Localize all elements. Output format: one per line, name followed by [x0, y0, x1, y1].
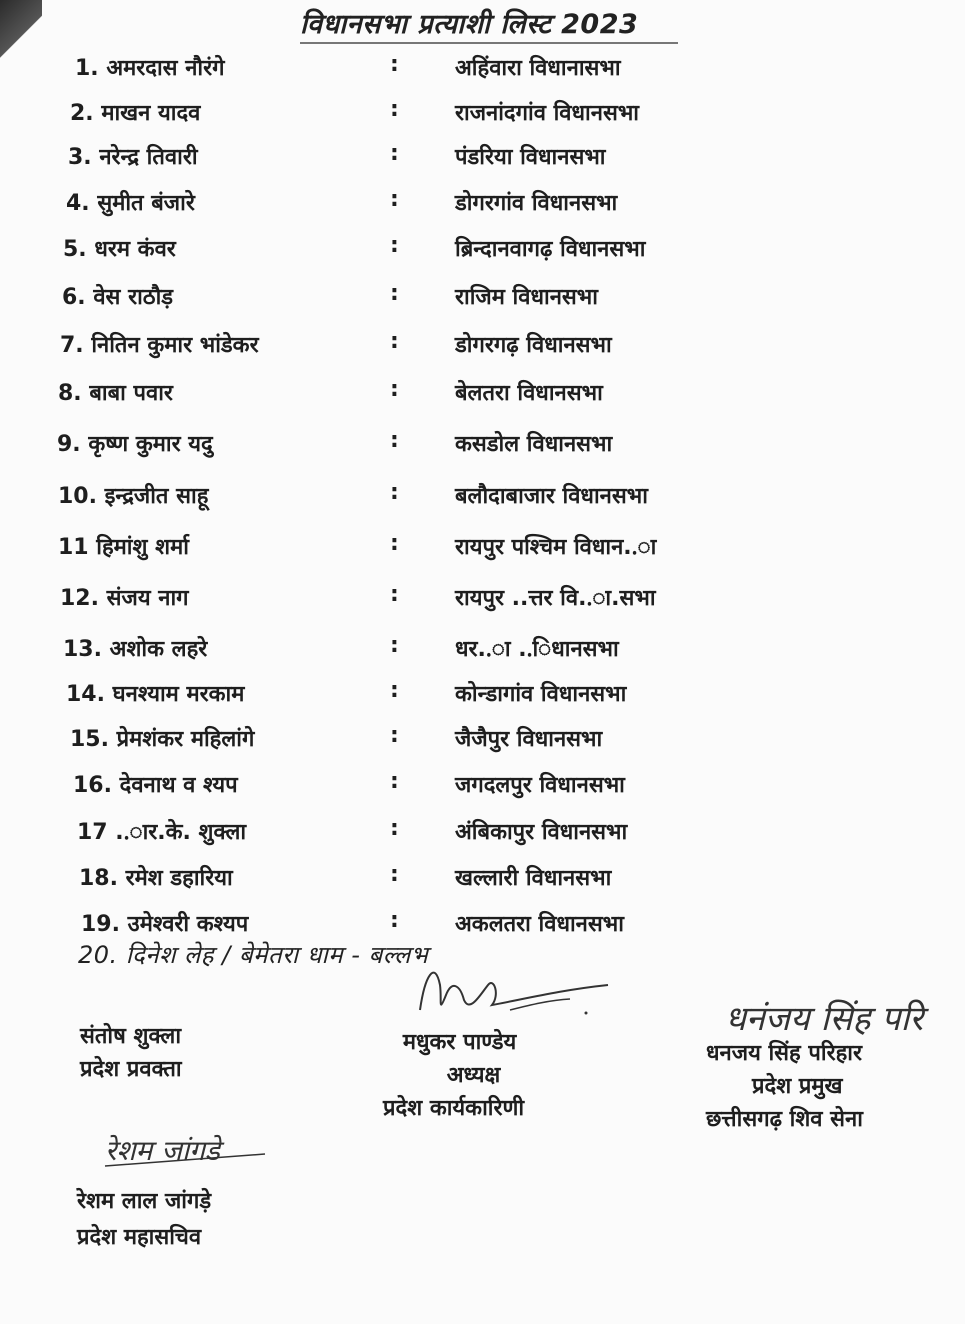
candidate-name: 6. वेस राठौड़ [62, 285, 174, 310]
signatory-right-designation: छत्तीसगढ़ शिव सेना [706, 1107, 863, 1132]
right-signature [725, 985, 960, 1045]
candidate-name: 7. नितिन कुमार भांडेकर [60, 333, 259, 358]
signatory-bottom [77, 1184, 211, 1256]
candidate-row [58, 531, 910, 571]
candidate-row [58, 377, 910, 417]
separator-colon: : [390, 187, 399, 212]
candidate-row [66, 187, 910, 227]
constituency-name: रायपुर पश्चिम विधान..ा [455, 535, 657, 560]
candidate-name: 19. उमेश्वरी कश्यप [81, 912, 249, 937]
separator-colon: : [390, 633, 399, 658]
constituency-name: पंडरिया विधानसभा [455, 145, 606, 170]
signatory-right-name: धनजय सिंह परिहार [706, 1041, 862, 1066]
candidate-name: 11 हिमांशु शर्मा [58, 535, 189, 560]
separator-colon: : [390, 141, 399, 166]
candidate-row [66, 678, 910, 718]
constituency-name: राजिम विधानसभा [455, 285, 598, 310]
candidate-name: 10. इन्द्रजीत साहू [58, 484, 209, 509]
handwritten-entry: 20. दिनेश लेह / बेमेतरा धाम - बल्लभ [78, 941, 429, 969]
candidate-name: 13. अशोक लहरे [63, 637, 208, 662]
separator-colon: : [390, 678, 399, 703]
signatory-left [80, 1020, 182, 1086]
separator-colon: : [390, 769, 399, 794]
candidate-name: 16. देवनाथ व श्यप [73, 773, 238, 798]
candidate-row [60, 582, 910, 622]
candidate-name: 18. रमेश डहारिया [79, 866, 233, 891]
bottom-signature-text: रेशम जांगडे [105, 1134, 220, 1167]
signatory-left-name: संतोष शुक्ला [80, 1024, 182, 1049]
candidate-name: 15. प्रेमशंकर महिलांगे [70, 727, 255, 752]
signatory-left-designation: प्रदेश प्रवक्ता [80, 1057, 182, 1082]
signatory-bottom-designation: प्रदेश महासचिव [77, 1225, 202, 1250]
candidate-name: 9. कृष्ण कुमार यदु [57, 432, 213, 457]
candidate-name: 3. नरेन्द्र तिवारी [68, 145, 198, 170]
constituency-name: अहिंवारा विधानासभा [455, 56, 621, 81]
constituency-name: अंबिकापुर विधानसभा [455, 820, 628, 845]
separator-colon: : [390, 816, 399, 841]
signatory-center-role: अध्यक्ष [446, 1063, 501, 1088]
candidate-row [77, 816, 910, 856]
separator-colon: : [390, 582, 399, 607]
candidate-name: 8. बाबा पवार [58, 381, 173, 406]
constituency-name: रायपुर ..त्तर वि..ा.सभा [455, 586, 656, 611]
separator-colon: : [390, 723, 399, 748]
separator-colon: : [390, 531, 399, 556]
constituency-name: खल्लारी विधानसभा [455, 866, 612, 891]
constituency-name: बलौदाबाजार विधानसभा [455, 484, 648, 509]
signatory-center-name: मधुकर पाण्डेय [402, 1030, 517, 1055]
candidate-row [79, 862, 910, 902]
candidate-name: 17 ..ार.के. शुक्ला [77, 820, 247, 845]
separator-colon: : [390, 428, 399, 453]
separator-colon: : [390, 377, 399, 402]
candidate-row [68, 141, 910, 181]
title-underline [300, 42, 678, 44]
document-title: विधानसभा प्रत्याशी लिस्ट 2023 [300, 9, 639, 40]
constituency-name: ब्रिन्दानवागढ़ विधानसभा [455, 237, 646, 262]
right-signature-text: धनंजय सिंह परि [725, 999, 924, 1039]
separator-colon: : [390, 52, 399, 77]
signatory-bottom-name: रेशम लाल जांगड़े [77, 1189, 212, 1214]
candidate-row [58, 480, 910, 520]
separator-colon: : [390, 233, 399, 258]
separator-colon: : [390, 329, 399, 354]
separator-colon: : [390, 862, 399, 887]
candidate-row [70, 723, 910, 763]
candidate-row [75, 52, 910, 92]
candidate-name: 12. संजय नाग [60, 586, 189, 611]
constituency-name: जगदलपुर विधानसभा [455, 773, 625, 798]
candidate-name: 4. सुमीत बंजारे [66, 191, 195, 216]
bottom-signature [100, 1118, 275, 1178]
constituency-name: कसडोल विधानसभा [455, 432, 613, 457]
constituency-name: डोगरगांव विधानसभा [455, 191, 618, 216]
candidate-name: 5. धरम कंवर [63, 237, 176, 262]
separator-colon: : [390, 97, 399, 122]
candidate-row [63, 633, 910, 673]
constituency-name: बेलतरा विधानसभा [455, 381, 603, 406]
signatory-right-role: प्रदेश प्रमुख [752, 1074, 843, 1099]
constituency-name: धर..ा ..िधानसभा [455, 637, 619, 662]
constituency-name: अकलतरा विधानसभा [455, 912, 624, 937]
candidate-row [60, 329, 910, 369]
signatory-right [706, 1037, 863, 1136]
candidate-row [62, 281, 910, 321]
candidate-name: 2. माखन यादव [70, 101, 201, 126]
candidate-row [57, 428, 910, 468]
candidate-row [70, 97, 910, 137]
signatory-center-designation: प्रदेश कार्यकारिणी [383, 1096, 525, 1121]
candidate-name: 1. अमरदास नौरंगे [75, 56, 225, 81]
signatory-center [383, 1026, 525, 1125]
constituency-name: कोन्डागांव विधानसभा [455, 682, 627, 707]
candidate-row [73, 769, 910, 809]
separator-colon: : [390, 908, 399, 933]
constituency-name: जैजैपुर विधानसभा [455, 727, 603, 752]
constituency-name: राजनांदगांव विधानसभा [455, 101, 639, 126]
candidate-row [63, 233, 910, 273]
constituency-name: डोगरगढ़ विधानसभा [455, 333, 612, 358]
separator-colon: : [390, 480, 399, 505]
corner-shadow [0, 0, 42, 62]
center-signature [380, 955, 620, 1030]
separator-colon: : [390, 281, 399, 306]
candidate-name: 14. घनश्याम मरकाम [66, 682, 245, 707]
